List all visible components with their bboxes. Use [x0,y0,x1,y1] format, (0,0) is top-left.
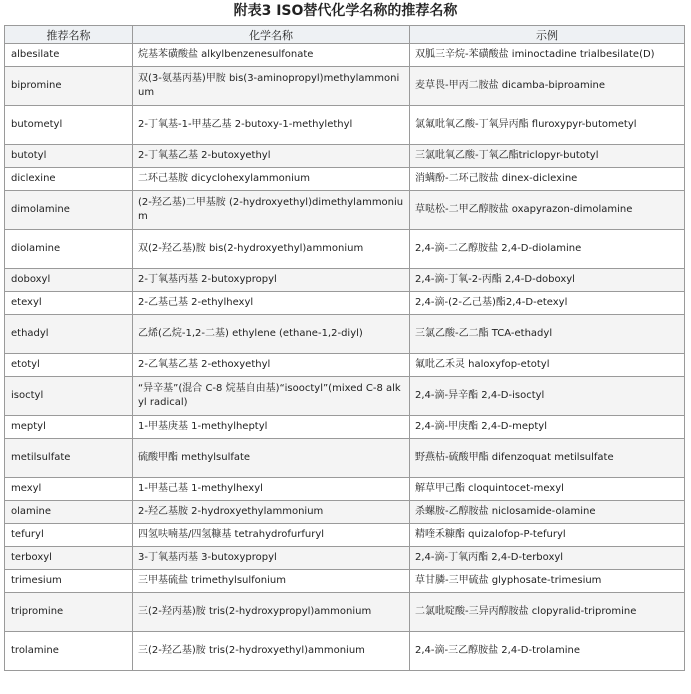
recommended-name-cell: tripromine [5,593,133,632]
table-row [5,439,685,478]
recommended-name-cell: doboxyl [5,269,133,292]
table-row [5,168,685,191]
chemical-name-cell: 2-丁氧基-1-甲基乙基 2-butoxy-1-methylethyl [133,106,410,145]
example-cell: 2,4-滴-异辛酯 2,4-D-isoctyl [410,377,685,416]
header-row [5,26,685,44]
chemical-name-cell: “异辛基”(混合 C-8 烷基自由基)“isooctyl”(mixed C-8 alkyl radical) [133,377,410,416]
chemical-name-cell: 1-甲基己基 1-methylhexyl [133,478,410,501]
table-row [5,230,685,269]
chemical-name-cell: 2-羟乙基胺 2-hydroxyethylammonium [133,501,410,524]
chemical-name-cell: 硫酸甲酯 methylsulfate [133,439,410,478]
chemical-name-cell: 四氢呋喃基/四氢糠基 tetrahydrofurfuryl [133,524,410,547]
header-example: 示例 [410,26,685,44]
example-cell: 野燕枯-硫酸甲酯 difenzoquat metilsulfate [410,439,685,478]
table-row [5,145,685,168]
example-cell: 三氯吡氧乙酸-丁氧乙酯triclopyr-butotyl [410,145,685,168]
recommended-name-cell: etexyl [5,292,133,315]
recommended-name-cell: etotyl [5,354,133,377]
chemical-name-cell: 三(2-羟乙基)胺 tris(2-hydroxyethyl)ammonium [133,632,410,671]
header-chemical-name: 化学名称 [133,26,410,44]
example-cell: 精喹禾糠酯 quizalofop-P-tefuryl [410,524,685,547]
example-cell: 解草甲己酯 cloquintocet-mexyl [410,478,685,501]
chemical-name-cell: (2-羟乙基)二甲基胺 (2-hydroxyethyl)dimethylammonium [133,191,410,230]
table-row [5,501,685,524]
chemical-name-cell: 2-乙氧基乙基 2-ethoxyethyl [133,354,410,377]
example-cell: 2,4-滴-二乙醇胺盐 2,4-D-diolamine [410,230,685,269]
recommended-name-cell: dimolamine [5,191,133,230]
table-row [5,44,685,67]
recommended-name-cell: butometyl [5,106,133,145]
table-row [5,106,685,145]
example-cell: 2,4-滴-(2-乙己基)酯2,4-D-etexyl [410,292,685,315]
table-row [5,292,685,315]
recommended-name-cell: metilsulfate [5,439,133,478]
recommended-name-cell: trimesium [5,570,133,593]
example-cell: 麦草畏-甲丙二胺盐 dicamba-biproamine [410,67,685,106]
table-row [5,593,685,632]
recommended-name-cell: trolamine [5,632,133,671]
table-row [5,416,685,439]
example-cell: 杀螺胺-乙醇胺盐 niclosamide-olamine [410,501,685,524]
example-cell: 2,4-滴-丁氧丙酯 2,4-D-terboxyl [410,547,685,570]
chemical-name-cell: 二环己基胺 dicyclohexylammonium [133,168,410,191]
example-cell: 三氯乙酸-乙二酯 TCA-ethadyl [410,315,685,354]
chemical-name-cell: 双(3-氨基丙基)甲胺 bis(3-aminopropyl)methylammonium [133,67,410,106]
example-cell: 草哒松-二甲乙醇胺盐 oxapyrazon-dimolamine [410,191,685,230]
chemical-name-cell: 1-甲基庚基 1-methylheptyl [133,416,410,439]
table-row [5,354,685,377]
example-cell: 草甘膦-三甲硫盐 glyphosate-trimesium [410,570,685,593]
chemical-name-cell: 2-乙基己基 2-ethylhexyl [133,292,410,315]
recommended-name-cell: diolamine [5,230,133,269]
table-row [5,67,685,106]
table-row [5,570,685,593]
header-recommended-name: 推荐名称 [5,26,133,44]
chemical-name-cell: 3-丁氧基丙基 3-butoxypropyl [133,547,410,570]
chemical-name-cell: 三甲基硫盐 trimethylsulfonium [133,570,410,593]
table-row [5,377,685,416]
recommended-name-cell: mexyl [5,478,133,501]
example-cell: 二氯吡啶酸-三异丙醇胺盐 clopyralid-tripromine [410,593,685,632]
table-row [5,547,685,570]
example-cell: 氯氟吡氧乙酸-丁氧异丙酯 fluroxypyr-butometyl [410,106,685,145]
recommended-name-cell: tefuryl [5,524,133,547]
example-cell: 2,4-滴-丁氧-2-丙酯 2,4-D-doboxyl [410,269,685,292]
recommended-name-cell: meptyl [5,416,133,439]
example-cell: 消螨酚-二环己胺盐 dinex-diclexine [410,168,685,191]
chemical-name-cell: 三(2-羟丙基)胺 tris(2-hydroxypropyl)ammonium [133,593,410,632]
chemical-name-cell: 2-丁氧基乙基 2-butoxyethyl [133,145,410,168]
example-cell: 氟吡乙禾灵 haloxyfop-etotyl [410,354,685,377]
table-row [5,191,685,230]
chemical-name-cell: 烷基苯磺酸盐 alkylbenzenesulfonate [133,44,410,67]
example-cell: 2,4-滴-三乙醇胺盐 2,4-D-trolamine [410,632,685,671]
recommended-name-cell: isoctyl [5,377,133,416]
iso-names-table [4,25,685,671]
table-row [5,315,685,354]
recommended-name-cell: diclexine [5,168,133,191]
recommended-name-cell: butotyl [5,145,133,168]
recommended-name-cell: bipromine [5,67,133,106]
table-row [5,524,685,547]
recommended-name-cell: terboxyl [5,547,133,570]
table-row [5,269,685,292]
table-row [5,478,685,501]
chemical-name-cell: 乙烯(乙烷-1,2-二基) ethylene (ethane-1,2-diyl) [133,315,410,354]
recommended-name-cell: ethadyl [5,315,133,354]
recommended-name-cell: albesilate [5,44,133,67]
chemical-name-cell: 双(2-羟乙基)胺 bis(2-hydroxyethyl)ammonium [133,230,410,269]
table-row [5,632,685,671]
chemical-name-cell: 2-丁氧基丙基 2-butoxypropyl [133,269,410,292]
recommended-name-cell: olamine [5,501,133,524]
example-cell: 双胍三辛烷-苯磺酸盐 iminoctadine trialbesilate(D) [410,44,685,67]
table-title: 附表3 ISO替代化学名称的推荐名称 [233,3,458,19]
example-cell: 2,4-滴-甲庚酯 2,4-D-meptyl [410,416,685,439]
